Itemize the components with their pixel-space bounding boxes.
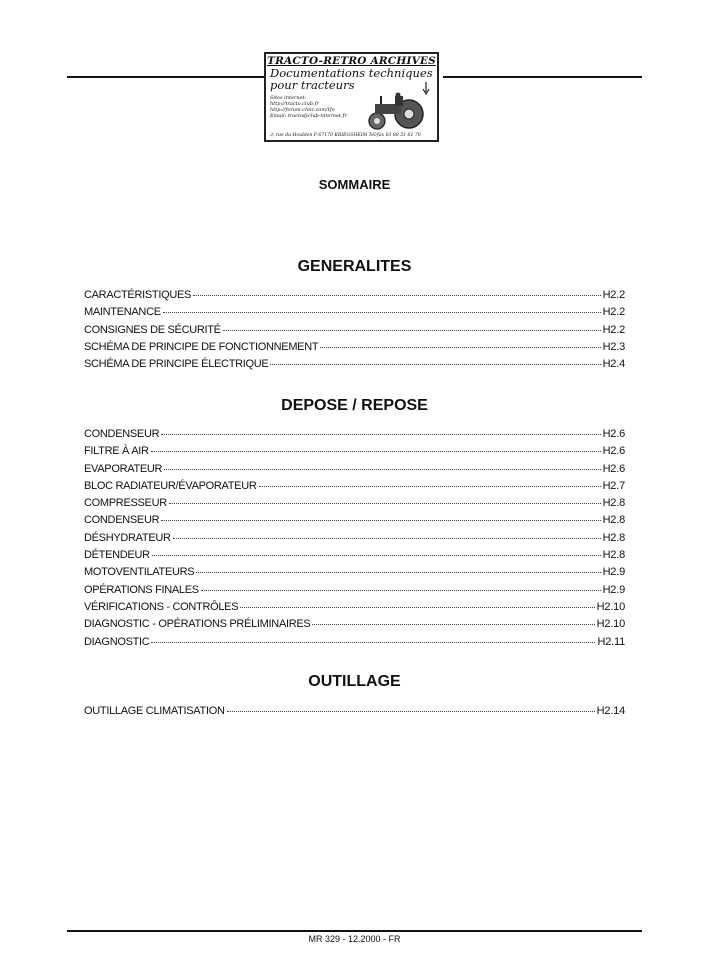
toc-entry-page: H2.8 xyxy=(602,514,625,527)
toc-entry-page: H2.11 xyxy=(597,635,625,648)
toc-entry-label: DÉSHYDRATEUR xyxy=(84,531,171,544)
toc-entry xyxy=(84,497,625,514)
toc-entry-label: CONSIGNES DE SÉCURITÉ xyxy=(84,323,221,336)
toc-entry-label: CONDENSEUR xyxy=(84,514,160,527)
toc-entry-label: MAINTENANCE xyxy=(84,306,161,319)
toc-entry-label: OPÉRATIONS FINALES xyxy=(84,583,199,596)
archive-logo xyxy=(264,52,439,142)
toc-entry-label: VÉRIFICATIONS - CONTRÔLES xyxy=(84,600,239,613)
leader-dots xyxy=(169,502,601,504)
leader-dots xyxy=(164,468,600,470)
header-rule-right xyxy=(443,76,642,78)
toc-entry-page: H2.8 xyxy=(602,531,625,544)
toc-entry xyxy=(84,445,625,462)
toc-entry-label: MOTOVENTILATEURS xyxy=(84,566,195,579)
toc-entry xyxy=(84,566,625,583)
toc-entry-page: H2.4 xyxy=(602,358,625,371)
toc-entry xyxy=(84,341,625,358)
leader-dots xyxy=(270,363,600,365)
toc-entry-page: H2.9 xyxy=(602,583,625,596)
toc-entry-page: H2.2 xyxy=(602,289,625,301)
toc-entry xyxy=(84,306,625,323)
leader-dots xyxy=(161,519,600,521)
toc-entry xyxy=(84,532,625,549)
toc-entry-page: H2.6 xyxy=(602,445,625,458)
toc-entry-page: H2.14 xyxy=(596,705,625,717)
toc-entry xyxy=(84,584,625,601)
leader-dots xyxy=(152,554,601,556)
toc-entry-label: COMPRESSEUR xyxy=(84,497,167,510)
toc-entry-page: H2.2 xyxy=(602,306,625,319)
toc-entry xyxy=(84,601,625,618)
toc-entry-page: H2.2 xyxy=(602,323,625,336)
leader-dots xyxy=(161,433,600,435)
logo-address: 3, rue du Houblon F-67170 KRIEGSHEIM Tél/fax 03 88 51 61 70 xyxy=(270,133,421,138)
leader-dots xyxy=(312,623,594,625)
toc-entry xyxy=(84,324,625,341)
section-title-depose-repose: DEPOSE / REPOSE xyxy=(281,397,428,414)
toc-entry xyxy=(84,514,625,531)
leader-dots xyxy=(227,710,595,712)
toc-entry-page: H2.9 xyxy=(602,566,625,579)
toc-entry-label: SCHÉMA DE PRINCIPE DE FONCTIONNEMENT xyxy=(84,340,319,353)
toc-entry-label: OUTILLAGE CLIMATISATION xyxy=(84,705,225,717)
toc-entry-label: DÉTENDEUR xyxy=(84,549,150,562)
toc-depose-repose xyxy=(84,428,625,653)
toc-entry-label: FILTRE À AIR xyxy=(84,445,149,458)
toc-entry-label: SCHÉMA DE PRINCIPE ÉLECTRIQUE xyxy=(84,358,269,371)
leader-dots xyxy=(240,606,594,608)
toc-entry-page: H2.3 xyxy=(602,340,625,353)
leader-dots xyxy=(320,346,600,348)
toc-entry xyxy=(84,289,625,306)
leader-dots xyxy=(163,311,601,313)
footer-reference: MR 329 - 12.2000 - FR xyxy=(308,934,401,944)
section-title-outillage: OUTILLAGE xyxy=(308,673,401,690)
tractor-icon xyxy=(365,92,427,130)
logo-site-2: http://forum.chez.com/tfo xyxy=(270,107,335,113)
toc-entry xyxy=(84,705,625,722)
logo-email: Email: tracto@club-internet.fr xyxy=(270,113,347,119)
leader-dots xyxy=(259,485,601,487)
logo-sites-label: Sites internet: xyxy=(270,95,307,101)
toc-entry-page: H2.8 xyxy=(602,549,625,562)
section-title-generalites: GENERALITES xyxy=(297,258,412,275)
toc-entry-page: H2.6 xyxy=(602,428,625,440)
toc-entry-page: H2.8 xyxy=(602,497,625,510)
leader-dots xyxy=(193,294,601,296)
leader-dots xyxy=(173,537,601,539)
toc-generalites xyxy=(84,289,625,375)
toc-entry-label: CARACTÉRISTIQUES xyxy=(84,289,192,301)
toc-entry xyxy=(84,480,625,497)
leader-dots xyxy=(223,329,601,331)
toc-entry-page: H2.10 xyxy=(596,618,625,631)
leader-dots xyxy=(196,571,600,573)
toc-entry-label: CONDENSEUR xyxy=(84,428,160,440)
leader-dots xyxy=(151,450,601,452)
logo-brand: TRACTO-RETRO ARCHIVES xyxy=(267,55,436,67)
toc-entry xyxy=(84,428,625,445)
toc-entry-label: EVAPORATEUR xyxy=(84,462,163,475)
logo-tagline-1: Documentations techniques xyxy=(270,66,433,80)
toc-outillage xyxy=(84,705,625,722)
toc-entry-label: BLOC RADIATEUR/ÉVAPORATEUR xyxy=(84,479,257,492)
toc-entry xyxy=(84,636,625,653)
toc-entry-label: DIAGNOSTIC xyxy=(84,635,150,648)
toc-entry xyxy=(84,463,625,480)
page-title: SOMMAIRE xyxy=(318,177,391,192)
logo-site-1: http://tracto.club.fr xyxy=(270,101,319,107)
leader-dots xyxy=(151,641,595,643)
header-rule-left xyxy=(67,76,264,78)
logo-tagline-2: pour tracteurs xyxy=(270,78,355,92)
toc-entry-page: H2.10 xyxy=(596,600,625,613)
toc-entry xyxy=(84,618,625,635)
toc-entry xyxy=(84,358,625,375)
footer-rule xyxy=(67,930,642,932)
leader-dots xyxy=(201,589,601,591)
toc-entry-page: H2.7 xyxy=(602,479,625,492)
toc-entry xyxy=(84,549,625,566)
toc-entry-label: DIAGNOSTIC - OPÉRATIONS PRÉLIMINAIRES xyxy=(84,618,311,631)
toc-entry-page: H2.6 xyxy=(602,462,625,475)
